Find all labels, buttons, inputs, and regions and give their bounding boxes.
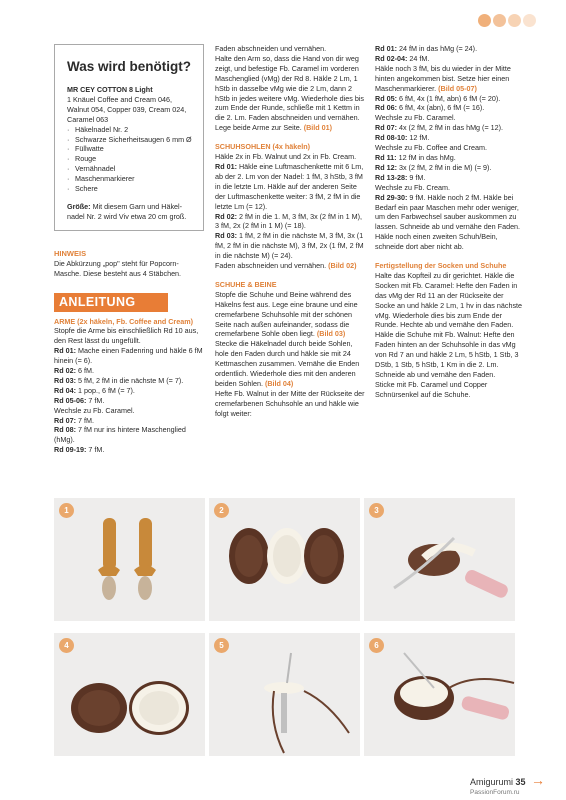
photo-1 <box>54 498 205 621</box>
pattern-row: Rd 04: 1 pop., 6 fM (= 7). <box>54 385 135 395</box>
pattern-row: Rd 03: 1 fM, 2 fM in die nächste M, 3 fM, 3x (1 fM, 2 fM in die nächste M), 3 fM, 2x (1 fM, 2 fM in die nächste M) (= 24). <box>215 231 364 261</box>
photo-number: 6 <box>369 638 384 653</box>
pattern-row: Rd 07: 7 fM. <box>54 415 94 425</box>
materials-item: · Rouge <box>67 154 193 164</box>
arme-title: ARME (2x häkeln, Fb. Coffee and Cream) <box>54 316 193 326</box>
size-label: Größe: <box>67 201 91 211</box>
header-dot <box>523 14 536 27</box>
pattern-row: Rd 01: 24 fM in das hMg (= 24). <box>375 44 478 53</box>
paragraph: Häkle die Schuhe mit Fb. Walnut: Hefte den Faden hinten an der Schuhsohle in das vMg von Rd 7 an und häkle 2 Lm, 5 hStb, 1 Stb, 3 DStb, 1 Stb, 5 hStb, 1 Km in die 2. Lm. Schneide ab und vernähe den Faden. <box>375 330 519 379</box>
header-dot <box>508 14 521 27</box>
image-ref: (Bild 02) <box>328 261 357 271</box>
paragraph: Halte den Arm so, dass die Hand von dir weg zeigt, und befestige Fb. Caramel im vorderen Maschenglied (vMg) der Rd 8. Häkle 2 Lm, 1 hStb in dasselbe vMg wie die 2 Lm, dann 2 hStb in jedes weitere vMg. Wiederhole dies bis zum Ende der Runde, schließe mit 1 Kettm in die 2. Lm. Faden abschneiden und vernähen. Lege beide Arme zur Seite. (Bild 01) <box>215 53 365 133</box>
shoes-title: SCHUHE & BEINE <box>215 279 277 289</box>
paragraph: Hefte Fb. Walnut in der Mitte der Rückseite der cremefarbenen Schuhsohle an und häkle wie folgt weiter: <box>215 388 365 418</box>
pattern-row: Rd 02: 2 fM in die 1. M, 3 fM, 3x (2 fM in 1 M), 3 fM, 2x (2 fM in 1 M) (= 18). <box>215 211 362 231</box>
photo-3 <box>364 498 515 621</box>
pattern-row: Rd 09-19: 7 fM. <box>54 445 105 455</box>
yarn-name: MR CEY COTTON 8 Light <box>67 85 153 94</box>
shoe-rounds-image <box>364 633 515 756</box>
paragraph: Faden abschneiden und vernähen. <box>215 44 327 53</box>
paragraph: Wechsle zu Fb. Caramel. <box>375 113 456 123</box>
size-text: Mit diesem Garn und Häkel-nadel Nr. 2 wird Viv etwa 20 cm groß. <box>67 201 187 221</box>
materials-item: · Schwarze Sicherheitsaugen 6 mm Ø <box>67 135 193 145</box>
materials-item: · Vernähnadel <box>67 164 193 174</box>
arms-image <box>54 498 205 621</box>
soles-intro: Häkle 2x in Fb. Walnut und 2x in Fb. Cream. <box>215 152 357 162</box>
paragraph: Wechsle zu Fb. Coffee and Cream. <box>375 143 487 153</box>
column-middle <box>215 44 365 419</box>
pattern-row: Rd 29-30: 9 fM. Häkle noch 2 fM. Häkle bei Bedarf ein paar Maschen mehr oder weniger, um den Farbwechsel sauber auskommen zu lassen. Schneide ab und vernähe den Faden. Häkle noch einen zweiten Schuh/Bein, schneide dort aber nicht ab. <box>375 192 521 252</box>
paragraph: Stopfe die Schuhe und Beine während des Häkelns fest aus. Lege eine braune und eine cremefarbene Schuhsohle mit der schönen Seite nach außen aufeinander, sodass die cremefarbene Sohle oben liegt. (Bild 03) Stecke die Häkelnadel durch beide Sohlen, hole den Faden durch und häkle sie mit 24 Kettmaschen zusammen. Vernähe die Enden ordentlich. Wiederhole dies mit den anderen beiden Sohlen. (Bild 04) <box>215 289 360 388</box>
watermark: PassionForum.ru <box>470 789 520 796</box>
joined-soles-image <box>54 633 205 756</box>
column-right <box>375 44 525 400</box>
yarn-line: Caramel 063 <box>67 114 109 124</box>
photo-number: 5 <box>214 638 229 653</box>
next-page-arrow-icon: → <box>531 772 545 788</box>
pattern-row: Rd 05: 6 fM, 4x (1 fM, abn) 6 fM (= 20). <box>375 93 501 103</box>
pattern-row: Rd 02-04: 24 fM. <box>375 53 430 63</box>
pattern-row: Rd 08-10: 12 fM. <box>375 133 430 143</box>
paragraph: Häkle noch 3 fM, bis du wieder in der Mitte hinten angekommen bist. Setze hier einen Maschenmarkierer. (Bild 05-07) <box>375 63 511 93</box>
photo-5 <box>209 633 360 756</box>
photo-number: 1 <box>59 503 74 518</box>
materials-item: · Maschenmarkierer <box>67 174 193 184</box>
photo-number: 2 <box>214 503 229 518</box>
materials-item: · Schere <box>67 184 193 194</box>
materials-title: Was wird benötigt? <box>67 59 191 74</box>
image-ref: (Bild 05-07) <box>438 83 477 93</box>
photo-4 <box>54 633 205 756</box>
pattern-row: Rd 08: 7 fM nur ins hintere Maschenglied (hMg). <box>54 425 186 445</box>
materials-item: · Füllwatte <box>67 144 193 154</box>
pattern-row: Rd 02: 6 fM. <box>54 366 94 376</box>
photo-2 <box>209 498 360 621</box>
pattern-row: Rd 05-06: 7 fM. <box>54 395 105 405</box>
crochet-start-image <box>209 633 360 756</box>
header-dot <box>478 14 491 27</box>
page-number: 35 <box>515 777 526 787</box>
materials-list <box>67 125 193 194</box>
materials-box <box>54 44 204 231</box>
yarn-line: 1 Knäuel Coffee and Cream 046, <box>67 94 172 104</box>
image-ref: (Bild 01) <box>303 123 333 133</box>
hinweis-title: HINWEIS <box>54 248 87 258</box>
pattern-row: Rd 06: 6 fM, 4x (abn), 6 fM (= 16). <box>375 103 485 113</box>
pattern-row: Rd 11: 12 fM in das hMg. <box>375 152 456 162</box>
hinweis-text: Die Abkürzung „pop" steht für Popcorn-Masche. Diese besteht aus 4 Stäbchen. <box>54 258 182 278</box>
finish-title: Fertigstellung der Socken und Schuhe <box>375 261 507 271</box>
photo-6 <box>364 633 515 756</box>
image-ref: (Bild 03) <box>316 329 346 339</box>
image-ref: (Bild 04) <box>264 379 294 388</box>
soles-title: SCHUHSOHLEN (4x häkeln) <box>215 142 311 152</box>
pattern-row: Rd 13-28: 9 fM. <box>375 172 426 182</box>
pattern-row: Rd 03: 5 fM, 2 fM in die nächste M (= 7). <box>54 375 184 385</box>
pattern-row: Rd 01: Häkle eine Luftmaschenkette mit 6 Lm, ab der 2. Lm von der Nadel: 1 fM, 3 hStb, 3 fM in die letzte Lm. Häkle auf der anderen Seite der Luftmaschenkette weiter: 3 fM, 2 fM in die letzte Lm (= 12). <box>215 161 364 211</box>
arme-intro: Stopfe die Arme bis einschließlich Rd 10 aus, den Rest lässt du ungefüllt. <box>54 326 199 346</box>
paragraph: Sticke mit Fb. Caramel und Copper Schnürsenkel auf die Schuhe. <box>375 379 488 399</box>
size-info <box>67 202 193 222</box>
header-dots <box>478 14 536 27</box>
paragraph: Halte das Kopfteil zu dir gerichtet. Häkle die Socken mit Fb. Caramel: Hefte den Faden in das vMg der Rd 11 an der Rückseite der Socke an und häkle 2 Lm, 1 hv in das nächste vMg. Wiederhole dies bis zum Ende der Runde. Hechte ab und vernähe den Faden. <box>375 270 523 330</box>
paragraph: Wechsle zu Fb. Cream. <box>375 182 450 192</box>
anleitung-banner: ANLEITUNG <box>54 293 168 312</box>
yarn-line: Walnut 054, Copper 039, Cream 024, <box>67 104 187 114</box>
photo-number: 3 <box>369 503 384 518</box>
page-footer <box>470 777 526 787</box>
pattern-row: Rd 12: 3x (2 fM, 2 fM in die M) (= 9). <box>375 162 492 172</box>
pattern-row: Rd 07: 4x (2 fM, 2 fM in das hMg (= 12). <box>375 123 504 133</box>
pattern-row: Wechsle zu Fb. Caramel. <box>54 405 135 415</box>
pattern-row: Rd 01: Mache einen Fadenring und häkle 6 fM hinein (= 6). <box>54 346 203 366</box>
materials-item: · Häkelnadel Nr. 2 <box>67 125 193 135</box>
column-left <box>54 44 204 455</box>
header-dot <box>493 14 506 27</box>
joining-image <box>364 498 515 621</box>
magazine-name: Amigurumi <box>470 777 514 787</box>
paragraph: Faden abschneiden und vernähen. (Bild 02) <box>215 261 357 271</box>
photo-number: 4 <box>59 638 74 653</box>
soles-image <box>209 498 360 621</box>
